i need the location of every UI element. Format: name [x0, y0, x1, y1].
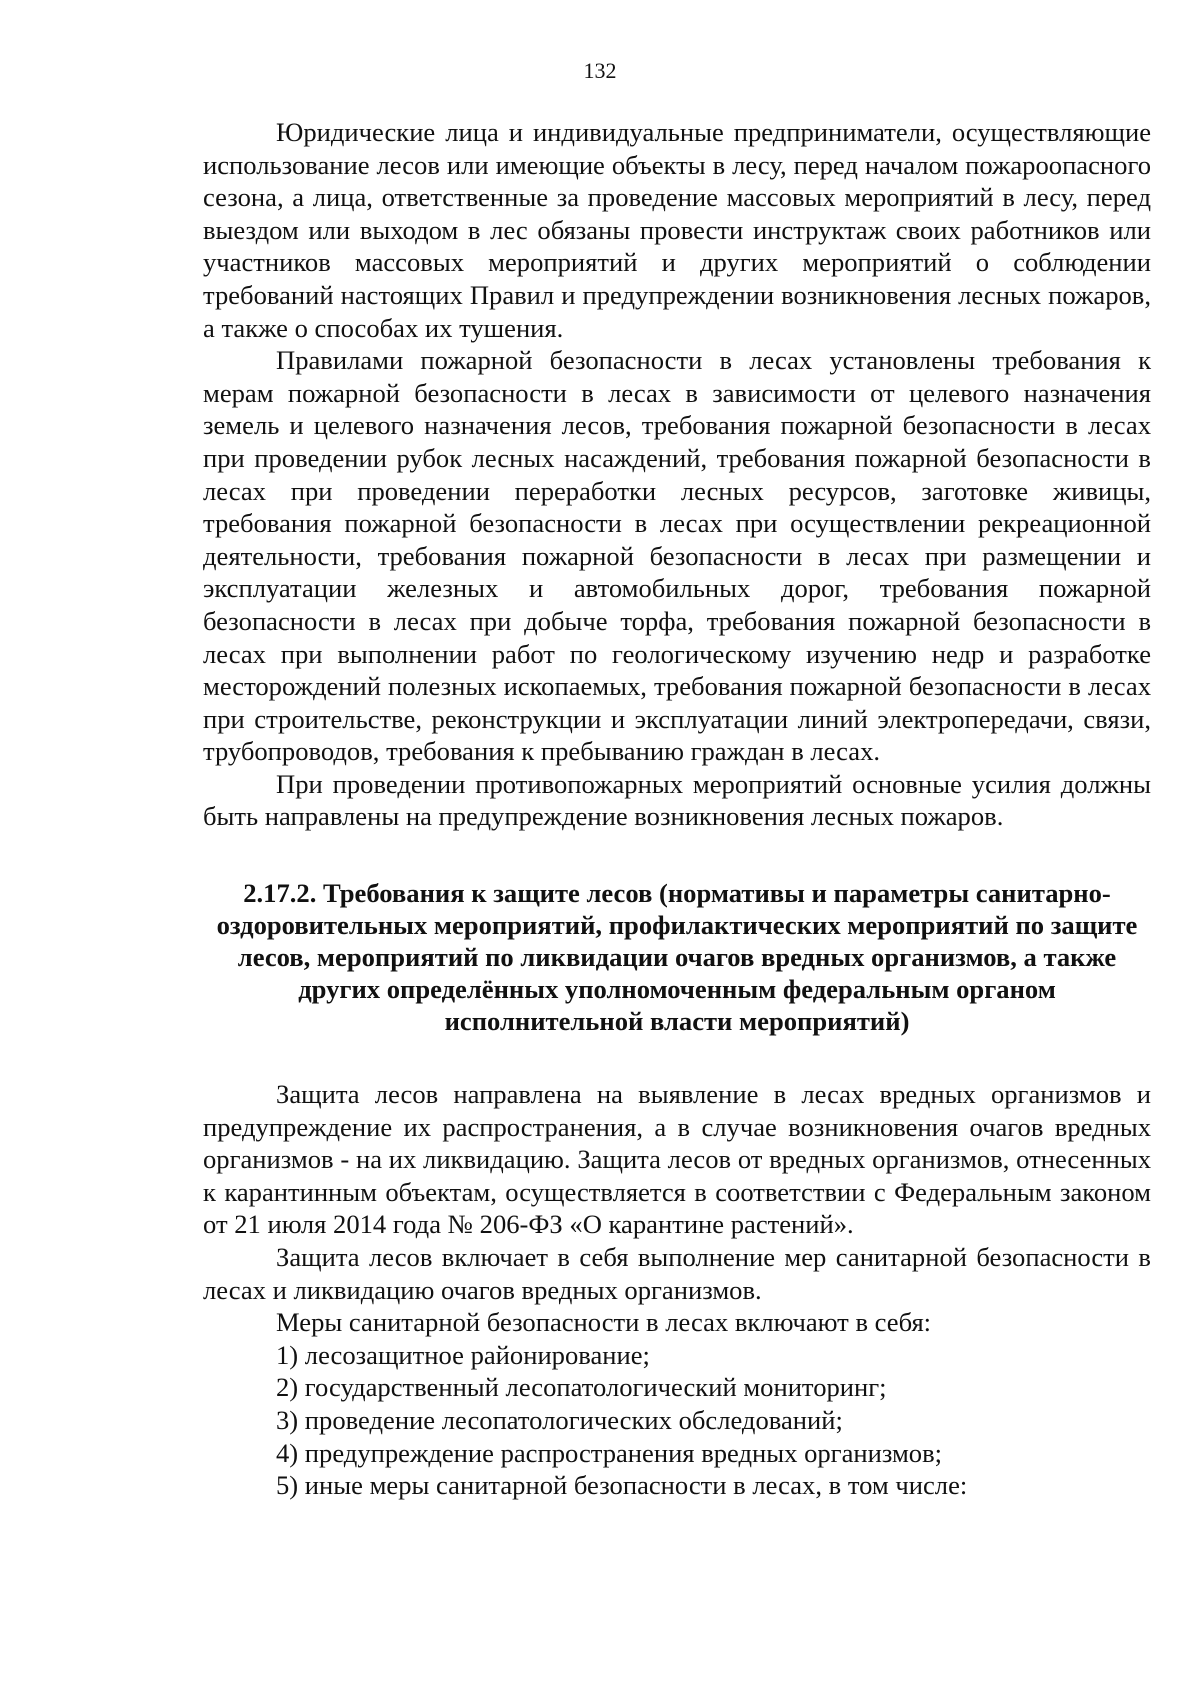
- list-item: 5) иные меры санитарной безопасности в лесах, в том числе:: [276, 1470, 968, 1501]
- section-heading: 2.17.2. Требования к защите лесов (нормативы и параметры санитарно-оздоровительных мероприятий, профилактических мероприятий по защите лесов, мероприятий по ликвидации очагов вредных организмов, а также других определённых уполномоченным федеральным органом исполнительной власти мероприятий): [216, 878, 1138, 1037]
- list-item: 2) государственный лесопатологический мониторинг;: [276, 1372, 887, 1403]
- list-item: 3) проведение лесопатологических обследований;: [276, 1405, 843, 1435]
- sanitary-measures-list: [203, 1339, 1151, 1502]
- paragraph: Юридические лица и индивидуальные предприниматели, осуществляющие использование лесов или имеющие объекты в лесу, перед началом пожароопасного сезона, а лица, ответственные за проведение массовых мероприятий в лесу, перед выездом или выходом в лес обязаны провести инструктаж своих работников или участников массовых мероприятий и других мероприятий о соблюдении требований настоящих Правил и предупреждении возникновения лесных пожаров, а также о способах их тушения.: [203, 117, 1151, 343]
- list-item: 4) предупреждение распространения вредных организмов;: [276, 1437, 943, 1468]
- page-content: [203, 116, 1151, 1502]
- paragraph: Правилами пожарной безопасности в лесах установлены требования к мерам пожарной безопасности в лесах в зависимости от целевого назначения земель и целевого назначения лесов, требования пожарной безопасности в лесах при проведении рубок лесных насаждений, требования пожарной безопасности в лесах при проведении переработки лесных ресурсов, заготовке живицы, требования пожарной безопасности в лесах при осуществлении рекреационной деятельности, требования пожарной безопасности в лесах при размещении и эксплуатации железных и автомобильных дорог, требования пожарной безопасности в лесах при добыче торфа, требования пожарной безопасности в лесах при выполнении работ по геологическому изучению недр и разработке месторождений полезных ископаемых, требования пожарной безопасности в лесах при строительстве, реконструкции и эксплуатации линий электропередачи, связи, трубопроводов, требования к пребыванию граждан в лесах.: [203, 345, 1151, 767]
- paragraph: Защита лесов включает в себя выполнение мер санитарной безопасности в лесах и ликвидацию очагов вредных организмов.: [203, 1242, 1151, 1305]
- paragraph: При проведении противопожарных мероприятий основные усилия должны быть направлены на предупреждение возникновения лесных пожаров.: [203, 768, 1151, 832]
- paragraph: Меры санитарной безопасности в лесах включают в себя:: [276, 1307, 932, 1338]
- list-item: 1) лесозащитное районирование;: [276, 1339, 650, 1370]
- paragraph: Защита лесов направлена на выявление в лесах вредных организмов и предупреждение их распространения, а в случае возникновения очагов вредных организмов - на их ликвидацию. Защита лесов от вредных организмов, отнесенных к карантинным объектам, осуществляется в соответствии с Федеральным законом от 21 июля 2014 года № 206-ФЗ «О карантине растений».: [203, 1079, 1151, 1240]
- page-number: 132: [583, 58, 617, 83]
